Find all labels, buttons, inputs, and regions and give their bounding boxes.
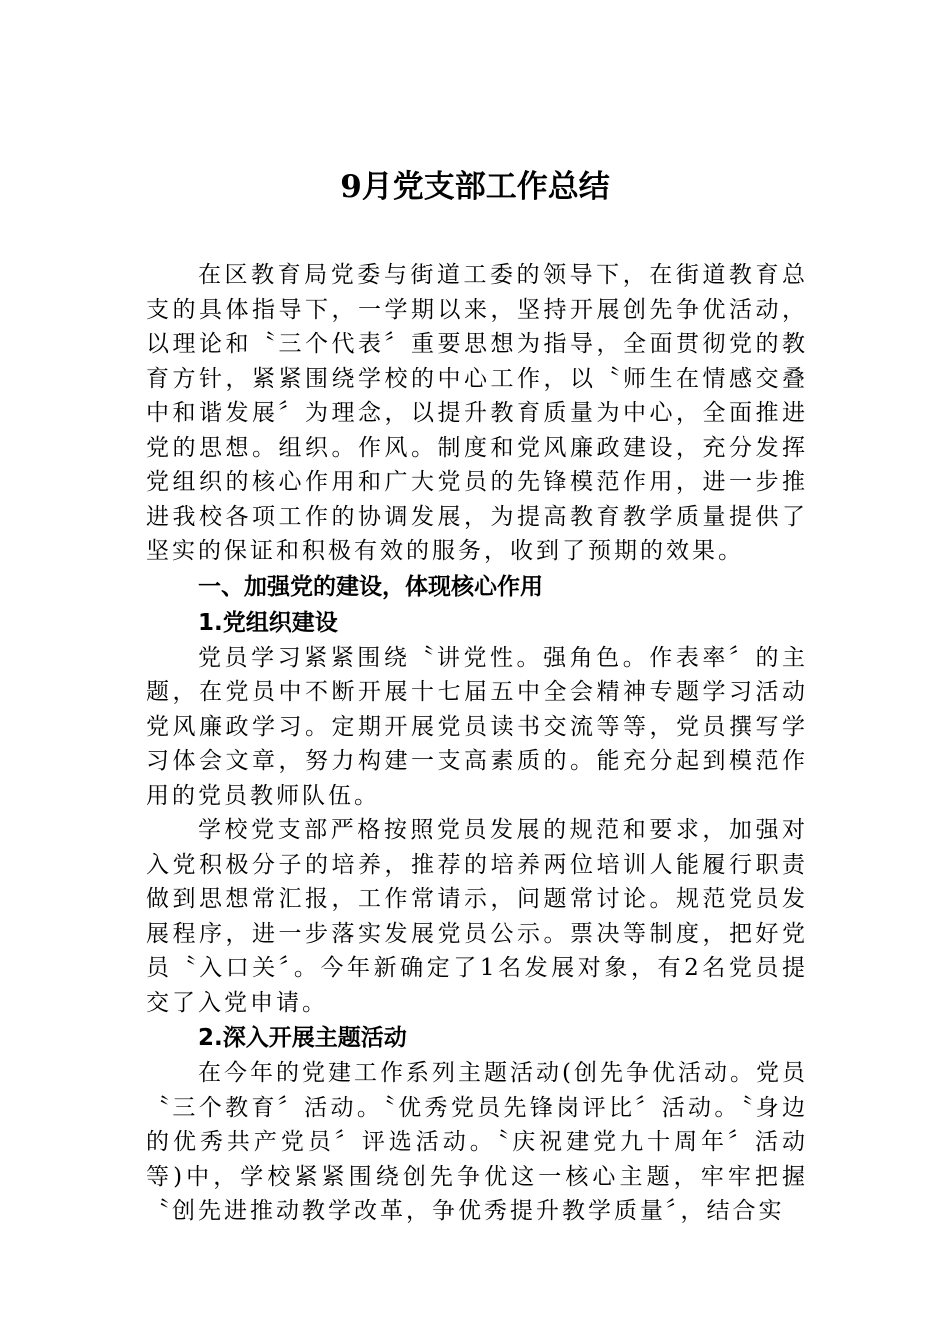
- section-heading-1: 一、加强党的建设，体现核心作用: [198, 573, 543, 600]
- paragraph-party-study: 党员学习紧紧围绕〝讲党性。强角色。作表率〞的主题，在党员中不断开展十七届五中全会精神专题学习活动党风廉政学习。定期开展党员读书交流等等，党员撰写学习体会文章，努力构建一支高素质的。能充分起到模范作用的党员教师队伍。: [146, 644, 808, 809]
- paragraph-theme-activities: 在今年的党建工作系列主题活动(创先争优活动。党员〝三个教育〞活动。〝优秀党员先锋岗评比〞活动。〝身边的优秀共产党员〞评选活动。〝庆祝建党九十周年〞活动等)中，学校紧紧围绕创先争优这一核心主题，牢牢把握〝创先进推动教学改革，争优秀提升教学质量〞，结合实: [146, 1060, 808, 1224]
- subsection-heading-1-2: 2.深入开展主题活动: [198, 1025, 407, 1051]
- subsection-heading-1-1: 1.党组织建设: [198, 609, 338, 636]
- document-body: [146, 258, 808, 1229]
- paragraph-party-development: 学校党支部严格按照党员发展的规范和要求，加强对入党积极分子的培养，推荐的培养两位培训人能履行职责做到思想常汇报，工作常请示，问题常讨论。规范党员发展程序，进一步落实发展党员公示。票决等制度，把好党员〝入口关〞。今年新确定了1名发展对象，有2名党员提交了入党申请。: [146, 817, 808, 1016]
- document-title: 9月党支部工作总结: [340, 169, 610, 205]
- paragraph-intro: 在区教育局党委与街道工委的领导下，在街道教育总支的具体指导下，一学期以来，坚持开展创先争优活动，以理论和〝三个代表〞重要思想为指导，全面贯彻党的教育方针，紧紧围绕学校的中心工作，以〝师生在情感交叠中和谐发展〞为理念，以提升教育质量为中心，全面推进党的思想。组织。作风。制度和党风廉政建设，充分发挥党组织的核心作用和广大党员的先锋模范作用，进一步推进我校各项工作的协调发展，为提高教育教学质量提供了坚实的保证和积极有效的服务，收到了预期的效果。: [146, 262, 808, 564]
